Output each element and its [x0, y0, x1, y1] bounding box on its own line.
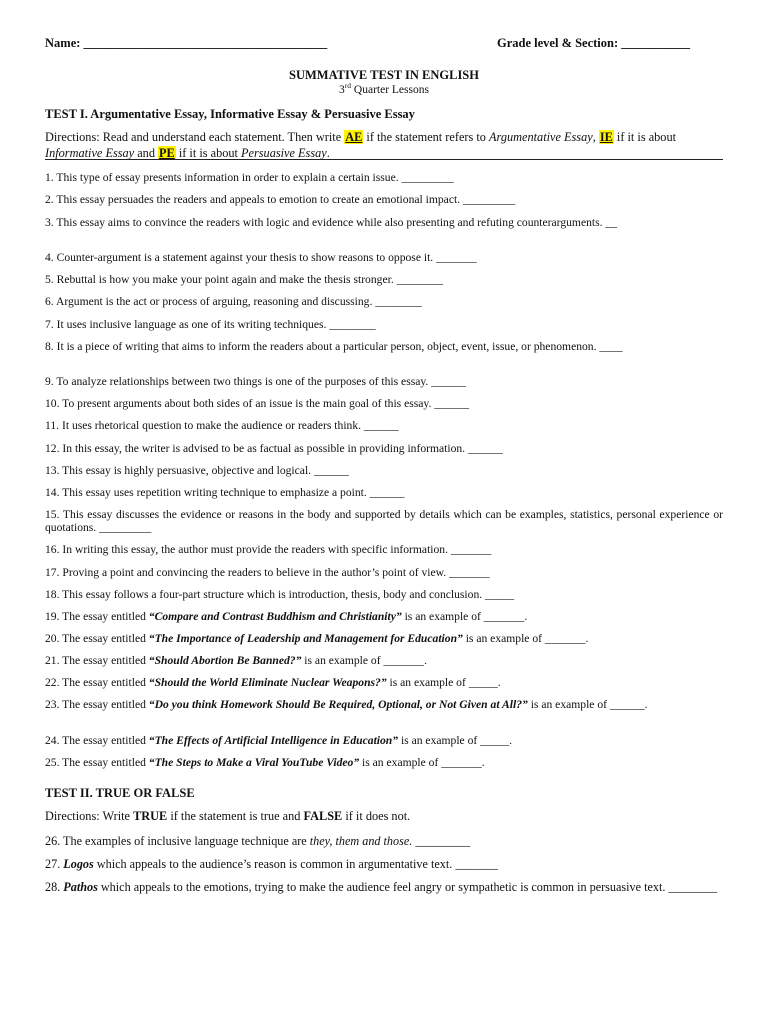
- question-text: is an example of _____.: [398, 734, 513, 747]
- term-argumentative: Argumentative Essay: [489, 130, 593, 144]
- question-item: [45, 588, 723, 601]
- question-text: 9. To analyze relationships between two things is one of the purposes of this essay. ______: [45, 375, 466, 388]
- term-persuasive: Persuasive Essay: [241, 146, 327, 160]
- question-text: 7. It uses inclusive language as one of its writing techniques. ________: [45, 318, 376, 331]
- question-text: 21. The essay entitled: [45, 654, 149, 667]
- directions-text: and: [134, 146, 159, 160]
- question-text: is an example of _______.: [462, 632, 589, 645]
- directions-text: .: [326, 146, 330, 160]
- question-text: which appeals to the emotions, trying to make the audience feel angry or sympathetic is common in persuasive text. ________: [97, 880, 718, 894]
- test1-directions: [45, 129, 723, 161]
- question-text: is an example of _____.: [386, 676, 501, 689]
- question-text: 26. The examples of inclusive language technique are: [45, 834, 310, 848]
- question-item: [45, 698, 723, 711]
- directions-text: if it is about: [175, 146, 242, 160]
- question-text: is an example of ______.: [527, 698, 648, 711]
- question-term: they, them and those.: [309, 834, 413, 848]
- question-text: 1. This type of essay presents information in order to explain a certain issue. _________: [45, 171, 454, 184]
- question-item: [45, 216, 723, 229]
- question-text: 24. The essay entitled: [45, 734, 149, 747]
- question-text: 10. To present arguments about both sides of an issue is the main goal of this essay. ______: [45, 397, 470, 410]
- question-item: [45, 857, 723, 871]
- question-text: which appeals to the audience’s reason is common in argumentative text. _______: [93, 857, 498, 871]
- true-word: TRUE: [133, 809, 168, 823]
- question-item: [45, 397, 723, 410]
- term-informative: Informative Essay: [45, 146, 135, 160]
- question-item: [45, 734, 723, 747]
- code-ie: IE: [599, 130, 613, 144]
- question-item: [45, 442, 723, 455]
- grade-section-field-label: Grade level & Section: ___________: [497, 36, 691, 50]
- name-field-label: Name: _______________________________________: [45, 36, 328, 50]
- question-item: [45, 632, 723, 645]
- question-item: [45, 566, 723, 579]
- question-item: [45, 295, 723, 308]
- essay-title: “Should Abortion Be Banned?”: [148, 654, 302, 667]
- question-item: [45, 610, 723, 623]
- test1-heading: TEST I. Argumentative Essay, Informative Essay & Persuasive Essay: [45, 107, 415, 121]
- false-word: FALSE: [303, 809, 343, 823]
- question-text: 2. This essay persuades the readers and appeals to emotion to create an emotional impact. _________: [45, 193, 516, 206]
- question-text: is an example of _______.: [401, 610, 528, 623]
- question-text: _________: [412, 834, 471, 848]
- question-text: 23. The essay entitled: [45, 698, 149, 711]
- question-term: Logos: [63, 857, 94, 871]
- subtitle-rest: Quarter Lessons: [351, 83, 429, 96]
- question-item: [45, 251, 723, 264]
- question-text: 15. This essay discusses the evidence or reasons in the body and supported by details which can be examples, statistics, personal experience or quotations. _________: [45, 508, 726, 534]
- question-item: [45, 193, 723, 206]
- subtitle-number: 3: [339, 83, 345, 96]
- test2-directions: [45, 809, 410, 824]
- question-text: is an example of _______.: [301, 654, 427, 667]
- essay-title: “Compare and Contrast Buddhism and Christianity”: [148, 610, 402, 623]
- question-text: 4. Counter-argument is a statement against your thesis to show reasons to oppose it. _______: [45, 251, 477, 264]
- question-text: 18. This essay follows a four-part structure which is introduction, thesis, body and conclusion. _____: [45, 588, 515, 601]
- question-item: [45, 340, 723, 353]
- question-term: Pathos: [63, 880, 98, 894]
- question-item: [45, 834, 723, 848]
- question-text: 20. The essay entitled: [45, 632, 149, 645]
- directions-text: if it is about: [613, 130, 677, 144]
- question-item: [45, 486, 723, 499]
- question-item: [45, 464, 723, 477]
- question-text: 19. The essay entitled: [45, 610, 149, 623]
- essay-title: “The Effects of Artificial Intelligence in Education”: [148, 734, 399, 747]
- directions-text: Directions: Read and understand each statement. Then write: [45, 130, 345, 144]
- header-row: [45, 36, 723, 52]
- question-item: [45, 273, 723, 286]
- directions-text: Directions: Write: [45, 809, 134, 823]
- directions-text: if the statement is true and: [167, 809, 304, 823]
- question-text: 22. The essay entitled: [45, 676, 149, 689]
- question-text: is an example of _______.: [359, 756, 485, 769]
- code-pe: PE: [159, 146, 175, 160]
- test-subtitle: [45, 81, 723, 96]
- question-text: 5. Rebuttal is how you make your point again and make the thesis stronger. ________: [45, 273, 443, 286]
- question-text: 6. Argument is the act or process of arguing, reasoning and discussing. ________: [45, 295, 422, 308]
- question-item: [45, 756, 723, 769]
- essay-title: “Should the World Eliminate Nuclear Weapons?”: [148, 676, 387, 689]
- question-number: 28.: [45, 880, 64, 894]
- code-ae: AE: [345, 130, 363, 144]
- question-text: 12. In this essay, the writer is advised to be as factual as possible in providing information. ______: [45, 442, 503, 455]
- section-divider: [45, 159, 723, 160]
- question-number: 27.: [45, 857, 64, 871]
- directions-text: if the statement refers to: [363, 130, 489, 144]
- question-text: 3. This essay aims to convince the readers with logic and evidence while also presenting and refuting counterarguments. __: [45, 216, 618, 229]
- question-text: 14. This essay uses repetition writing technique to emphasize a point. ______: [45, 486, 405, 499]
- question-item: [45, 171, 723, 184]
- question-text: 25. The essay entitled: [45, 756, 149, 769]
- essay-title: “The Importance of Leadership and Management for Education”: [148, 632, 463, 645]
- test-title: SUMMATIVE TEST IN ENGLISH: [289, 68, 479, 82]
- question-item: [45, 318, 723, 331]
- question-text: 17. Proving a point and convincing the readers to believe in the author’s point of view. _______: [45, 566, 490, 579]
- question-text: 11. It uses rhetorical question to make the audience or readers think. ______: [45, 419, 399, 432]
- question-text: 8. It is a piece of writing that aims to inform the readers about a particular person, object, event, issue, or phenomenon. ____: [45, 340, 623, 353]
- subtitle-ordinal: rd: [344, 81, 352, 90]
- question-text: 16. In writing this essay, the author must provide the readers with specific information. _______: [45, 543, 492, 556]
- essay-title: “The Steps to Make a Viral YouTube Video”: [148, 756, 360, 769]
- question-item: [45, 375, 723, 388]
- question-text: 13. This essay is highly persuasive, objective and logical. ______: [45, 464, 349, 477]
- question-item: [45, 654, 723, 667]
- question-item: [45, 419, 723, 432]
- directions-text: if it does not.: [342, 809, 411, 823]
- question-item: [45, 543, 723, 556]
- question-item: [45, 676, 723, 689]
- directions-text: ,: [592, 130, 599, 144]
- question-item: [45, 508, 726, 534]
- question-item: [45, 880, 723, 894]
- test2-heading: TEST II. TRUE OR FALSE: [45, 786, 195, 800]
- worksheet-page: [45, 0, 726, 1024]
- essay-title: “Do you think Homework Should Be Required, Optional, or Not Given at All?”: [148, 698, 528, 711]
